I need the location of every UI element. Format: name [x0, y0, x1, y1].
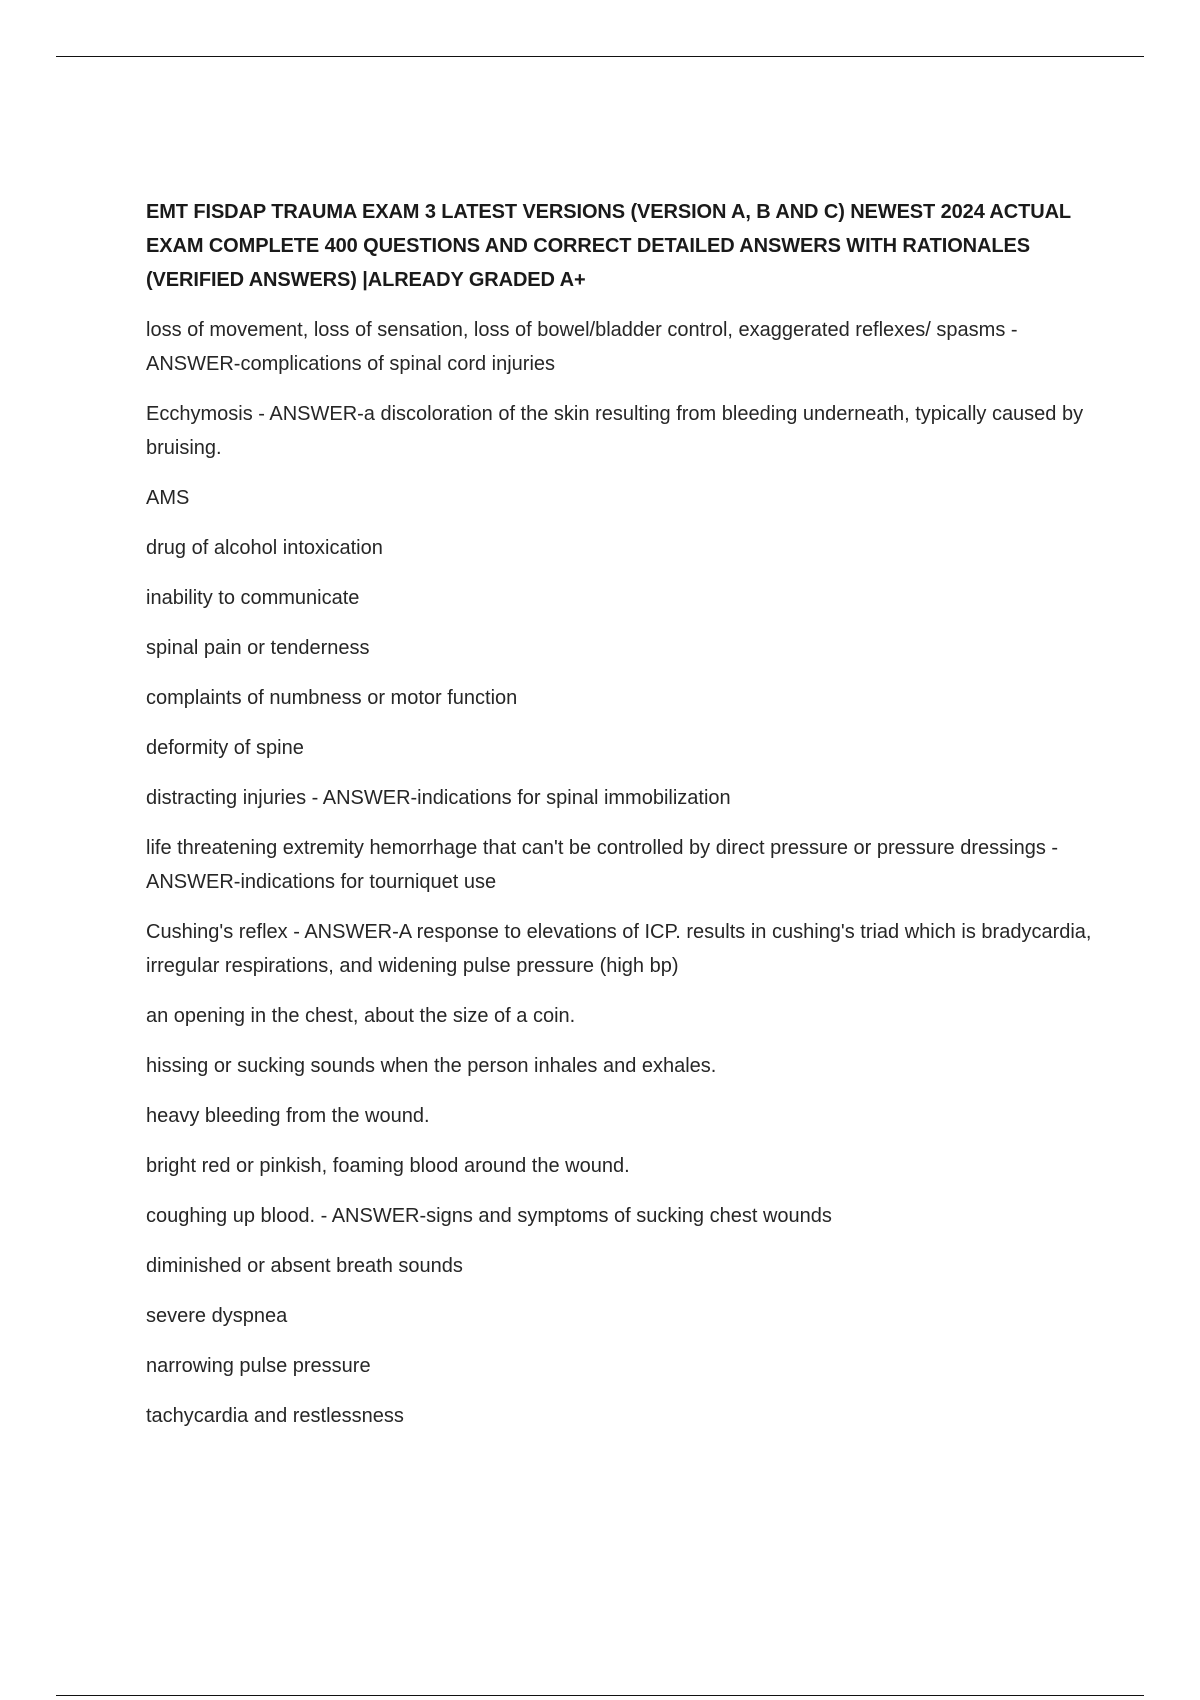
paragraph: AMS — [146, 487, 190, 509]
paragraph: an opening in the chest, about the size of a coin. — [146, 1005, 576, 1027]
paragraph: distracting injuries - ANSWER-indications for spinal immobilization — [146, 787, 731, 809]
paragraph: Cushing's reflex - ANSWER-A response to elevations of ICP. results in cushing's triad which is bradycardia, irregular respirations, and widening pulse pressure (high bp) — [146, 921, 1092, 977]
paragraph: drug of alcohol intoxication — [146, 537, 383, 559]
paragraph: bright red or pinkish, foaming blood around the wound. — [146, 1155, 630, 1177]
document-title: EMT FISDAP TRAUMA EXAM 3 LATEST VERSIONS (VERSION A, B AND C) NEWEST 2024 ACTUAL EXAM COMPLETE 400 QUESTIONS AND CORRECT DETAILED ANSWERS WITH RATIONALES (VERIFIED ANSWERS) |ALREADY GRADED A+ — [146, 201, 1071, 291]
paragraph: coughing up blood. - ANSWER-signs and symptoms of sucking chest wounds — [146, 1205, 832, 1227]
paragraph: deformity of spine — [146, 737, 304, 759]
paragraph: hissing or sucking sounds when the person inhales and exhales. — [146, 1055, 717, 1077]
paragraph: inability to communicate — [146, 587, 360, 609]
paragraph: heavy bleeding from the wound. — [146, 1105, 430, 1127]
header-rule — [56, 56, 1144, 57]
paragraph: complaints of numbness or motor function — [146, 687, 518, 709]
paragraph: diminished or absent breath sounds — [146, 1255, 463, 1277]
paragraph: Ecchymosis - ANSWER-a discoloration of the skin resulting from bleeding underneath, typically caused by bruising. — [146, 403, 1084, 459]
footer-rule — [56, 1695, 1144, 1696]
paragraph: narrowing pulse pressure — [146, 1355, 371, 1377]
document-body — [146, 195, 1096, 1449]
paragraph: severe dyspnea — [146, 1305, 288, 1327]
paragraph: tachycardia and restlessness — [146, 1405, 404, 1427]
paragraph: loss of movement, loss of sensation, loss of bowel/bladder control, exaggerated reflexes/ spasms - ANSWER-complications of spinal cord injuries — [146, 319, 1018, 375]
paragraph: spinal pain or tenderness — [146, 637, 370, 659]
paragraph: life threatening extremity hemorrhage that can't be controlled by direct pressure or pressure dressings - ANSWER-indications for tourniquet use — [146, 837, 1059, 893]
